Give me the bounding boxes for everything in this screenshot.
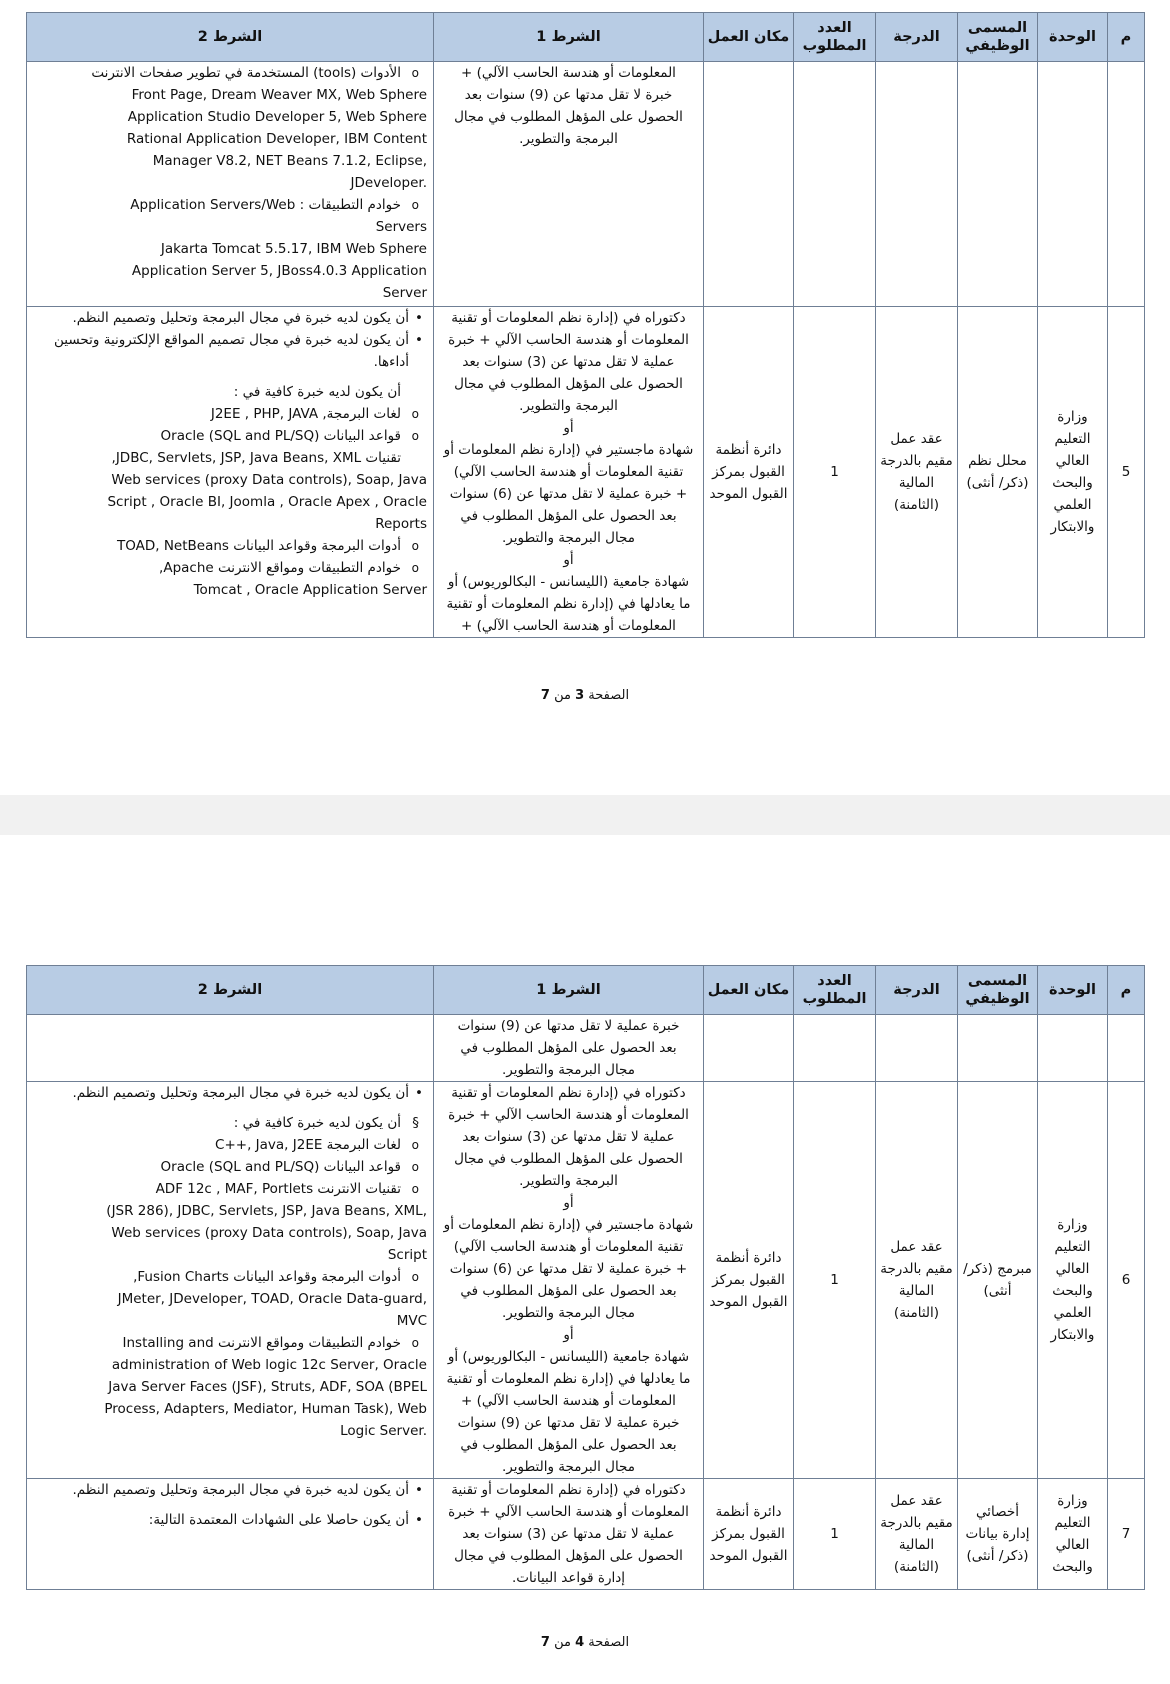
header-m: م (1108, 13, 1145, 62)
header-m: م (1108, 966, 1145, 1015)
table-row (27, 62, 1145, 307)
cond2-cell: • أن يكون لديه خبرة في مجال البرمجة وتحليل وتصميم النظم. • أن يكون لديه خبرة في مجال تصميم المواقع الإلكترونية وتحسين أداءها. أن يكون لديه خبرة كافية في : o لغات البرمجة, J2EE , PHP, JAVA o قواعد البيانات Oracle (SQL and PL/SQ) تقنيات JDBC, Servlets, JSP, Java Beans, XML, Web services (proxy Data controls), Soap, Java Script , Oracle BI, Joomla , Oracle Apex , Oracle Reports o أدوات البرمجة وقواعد البيانات TOAD, NetBeans o خوادم التطبيقات ومواقع الانترنت Apache, Tomcat , Oracle Application Server (27, 307, 434, 638)
workplace-cell: دائرة أنظمة القبول بمركز القبول الموحد (704, 1479, 794, 1590)
workplace-cell: دائرة أنظمة القبول بمركز القبول الموحد (704, 307, 794, 638)
workplace-cell: دائرة أنظمة القبول بمركز القبول الموحد (704, 1082, 794, 1479)
cond1-cell: المعلومات أو هندسة الحاسب الآلي) + خبرة لا تقل مدتها عن (9) سنوات بعد الحصول على المؤهل المطلوب في مجال البرمجة والتطوير. (434, 62, 704, 307)
header-count: العدد المطلوب (794, 13, 876, 62)
grade-cell: عقد عمل مقيم بالدرجة المالية (الثامنة) (876, 1082, 958, 1479)
grade-cell: عقد عمل مقيم بالدرجة المالية (الثامنة) (876, 1479, 958, 1590)
grade-cell: عقد عمل مقيم بالدرجة المالية (الثامنة) (876, 307, 958, 638)
unit-cell: وزارة التعليم العالي والبحث العلمي والابتكار (1038, 1082, 1108, 1479)
cond2-cell: o الأدوات (tools) المستخدمة في تطوير صفحات الانترنت Front Page, Dream Weaver MX, Web Sphere Application Studio Developer 5, Web Sphere Rational Application Developer, IBM Content Manager V8.2, NET Beans 7.1.2, Eclipse, JDeveloper. o خوادم التطبيقات : Application Servers/Web Servers Jakarta Tomcat 5.5.17, IBM Web Sphere Application Server 5, JBoss4.0.3 Application Server (27, 62, 434, 307)
cond1-cell: خبرة عملية لا تقل مدتها عن (9) سنوات بعد الحصول على المؤهل المطلوب في مجال البرمجة والتطوير. (434, 1015, 704, 1082)
cond1-cell: دكتوراه في (إدارة نظم المعلومات أو تقنية المعلومات أو هندسة الحاسب الآلي + خبرة عملية لا تقل مدتها عن (3) سنوات بعد الحصول على المؤهل المطلوب في مجال البرمجة والتطوير. أو شهادة ماجستير في (إدارة نظم المعلومات أو تقنية المعلومات أو هندسة الحاسب الآلي) + خبرة عملية لا تقل مدتها عن (6) سنوات بعد الحصول على المؤهل المطلوب في مجال البرمجة والتطوير. أو شهادة جامعية (الليسانس - البكالوريوس) أو ما يعادلها في (إدارة نظم المعلومات أو تقنية المعلومات أو هندسة الحاسب الآلي) + (434, 307, 704, 638)
header-title: المسمى الوظيفي (958, 966, 1038, 1015)
table-row (27, 1015, 1145, 1082)
header-title: المسمى الوظيفي (958, 13, 1038, 62)
header-place: مكان العمل (704, 966, 794, 1015)
table-header-row (27, 966, 1145, 1015)
jobs-table-page-3 (26, 12, 1145, 638)
row-number: 6 (1108, 1082, 1145, 1479)
unit-cell: وزارة التعليم العالي والبحث العلمي والابتكار (1038, 307, 1108, 638)
header-cond2: الشرط 2 (27, 13, 434, 62)
cond1-cell: دكتوراه في (إدارة نظم المعلومات أو تقنية المعلومات أو هندسة الحاسب الآلي + خبرة عملية لا تقل مدتها عن (3) سنوات بعد الحصول على المؤهل المطلوب في مجال إدارة قواعد البيانات. (434, 1479, 704, 1590)
cond2-cell: • أن يكون لديه خبرة في مجال البرمجة وتحليل وتصميم النظم. • أن يكون حاصلا على الشهادات المعتمدة التالية: (27, 1479, 434, 1590)
table-header-row (27, 13, 1145, 62)
header-unit: الوحدة (1038, 13, 1108, 62)
page-separator (0, 795, 1170, 835)
count-cell: 1 (794, 1479, 876, 1590)
cond2-cell: • أن يكون لديه خبرة في مجال البرمجة وتحليل وتصميم النظم. § أن يكون لديه خبرة كافية في : o لغات البرمجة C++, Java, J2EE o قواعد البيانات Oracle (SQL and PL/SQ) o تقنيات الانترنت ADF 12c , MAF, Portlets (JSR 286), JDBC, Servlets, JSP, Java Beans, XML, Web services (proxy Data controls), Soap, Java Script o أدوات البرمجة وقواعد البيانات Fusion Charts, JMeter, JDeveloper, TOAD, Oracle Data-guard, MVC o خوادم التطبيقات ومواقع الانترنت Installing and administration of Web logic 12c Server, Oracle Java Server Faces (JSF), Struts, ADF, SOA (BPEL Process, Adapters, Mediator, Human Task), Web Logic Server. (27, 1082, 434, 1479)
row-number: 5 (1108, 307, 1145, 638)
row-number: 7 (1108, 1479, 1145, 1590)
job-title-cell: محلل نظم (ذكر/ أنثى) (958, 307, 1038, 638)
count-cell: 1 (794, 307, 876, 638)
header-cond1: الشرط 1 (434, 966, 704, 1015)
document-page-3 (0, 0, 1170, 795)
page-footer: الصفحة 4 من 7 (540, 1635, 630, 1650)
job-title-cell: أخصائي إدارة بيانات (ذكر/ أنثى) (958, 1479, 1038, 1590)
table-row (27, 1082, 1145, 1479)
job-title-cell: مبرمج (ذكر/ أنثى) (958, 1082, 1038, 1479)
table-row (27, 1479, 1145, 1590)
cond1-cell: دكتوراه في (إدارة نظم المعلومات أو تقنية المعلومات أو هندسة الحاسب الآلي + خبرة عملية لا تقل مدتها عن (3) سنوات بعد الحصول على المؤهل المطلوب في مجال البرمجة والتطوير. أو شهادة ماجستير في (إدارة نظم المعلومات أو تقنية المعلومات أو هندسة الحاسب الآلي) + خبرة عملية لا تقل مدتها عن (6) سنوات بعد الحصول على المؤهل المطلوب في مجال البرمجة والتطوير. أو شهادة جامعية (الليسانس - البكالوريوس) أو ما يعادلها في (إدارة نظم المعلومات أو تقنية المعلومات أو هندسة الحاسب الآلي) + خبرة عملية لا تقل مدتها عن (9) سنوات بعد الحصول على المؤهل المطلوب في مجال البرمجة والتطوير. (434, 1082, 704, 1479)
count-cell: 1 (794, 1082, 876, 1479)
unit-cell: وزارة التعليم العالي والبحث (1038, 1479, 1108, 1590)
header-count: العدد المطلوب (794, 966, 876, 1015)
table-row (27, 307, 1145, 638)
header-cond2: الشرط 2 (27, 966, 434, 1015)
page-footer: الصفحة 3 من 7 (540, 688, 630, 703)
header-grade: الدرجة (876, 13, 958, 62)
header-unit: الوحدة (1038, 966, 1108, 1015)
header-place: مكان العمل (704, 13, 794, 62)
jobs-table-page-4 (26, 965, 1145, 1590)
header-grade: الدرجة (876, 966, 958, 1015)
document-page-4 (0, 835, 1170, 1684)
header-cond1: الشرط 1 (434, 13, 704, 62)
